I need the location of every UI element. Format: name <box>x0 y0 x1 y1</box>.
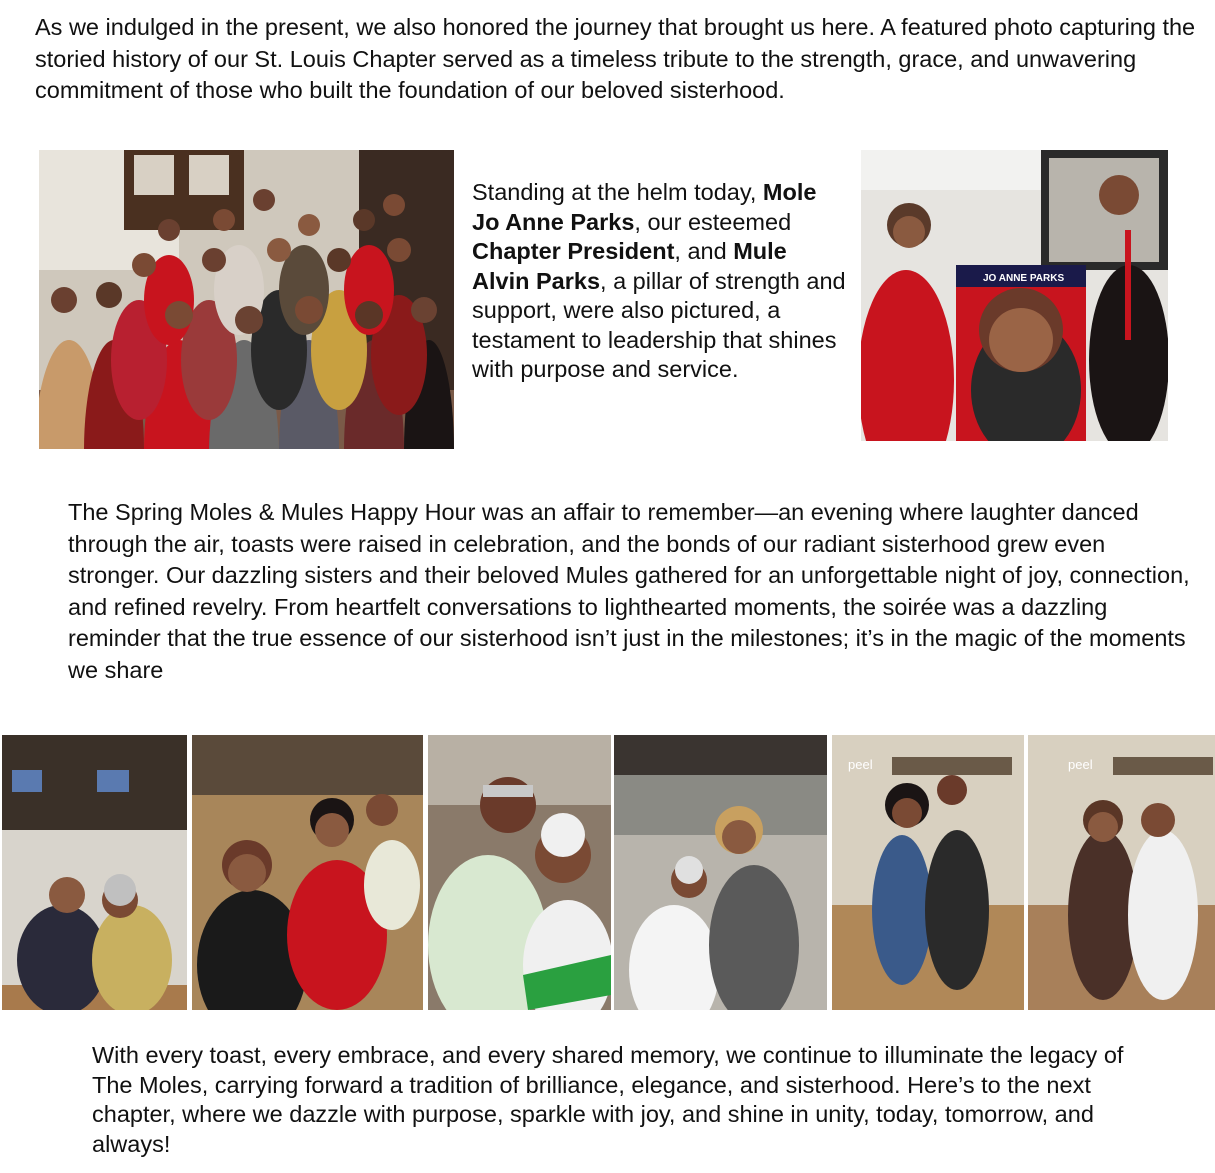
restaurant-sign-6: peel <box>1068 757 1093 772</box>
poster-caption: JO ANNE PARKS <box>983 273 1065 284</box>
happy-hour-photo-1 <box>2 735 187 1010</box>
happy-hour-photo-5 <box>832 735 1024 1010</box>
historic-chapter-group-photo <box>39 150 454 449</box>
president-name: Mole Jo Anne Parks <box>472 179 817 235</box>
president-title: Chapter President <box>472 238 675 264</box>
helm-paragraph <box>472 178 847 385</box>
helm-text-3: , and <box>674 238 734 264</box>
chapter-leaders-photo <box>861 150 1168 441</box>
happy-hour-photo-3 <box>428 735 611 1010</box>
mule-name: Mule Alvin Parks <box>472 238 787 294</box>
helm-text-2: , our esteemed <box>634 208 792 235</box>
helm-text-4: , a pillar of strength and support, were also pictured, a testament to leadership that shines with purpose and service. <box>472 267 846 382</box>
closing-paragraph: With every toast, every embrace, and every shared memory, we continue to illuminate the legacy of The Moles, carrying forward a tradition of brilliance, elegance, and sisterhood. Here’s to the next chapter, where we dazzle with purpose, sparkle with joy, and shine in unity, today, tomorrow, and always! <box>92 1042 1124 1157</box>
happy-hour-photo-2 <box>192 735 423 1010</box>
spring-happy-hour-paragraph: The Spring Moles & Mules Happy Hour was an affair to remember—an evening where laughter danced through the air, toasts were raised in celebration, and the bonds of our radiant sisterhood grew even stronger. Our dazzling sisters and their beloved Mules gathered for an unforgettable night of joy, connection, and refined revelry. From heartfelt conversations to lighthearted moments, the soirée was a dazzling reminder that the true essence of our sisterhood isn’t just in the milestones; it’s in the magic of the moments we share <box>68 499 1190 683</box>
happy-hour-photo-4 <box>614 735 827 1010</box>
intro-paragraph: As we indulged in the present, we also honored the journey that brought us here. A featured photo capturing the storied history of our St. Louis Chapter served as a timeless tribute to the strength, grace, and unwavering commitment of those who built the foundation of our beloved sisterhood. <box>35 14 1196 103</box>
helm-text-1: Standing at the helm today, <box>472 179 763 205</box>
restaurant-sign-5: peel <box>848 757 873 772</box>
happy-hour-photo-6 <box>1028 735 1215 1010</box>
